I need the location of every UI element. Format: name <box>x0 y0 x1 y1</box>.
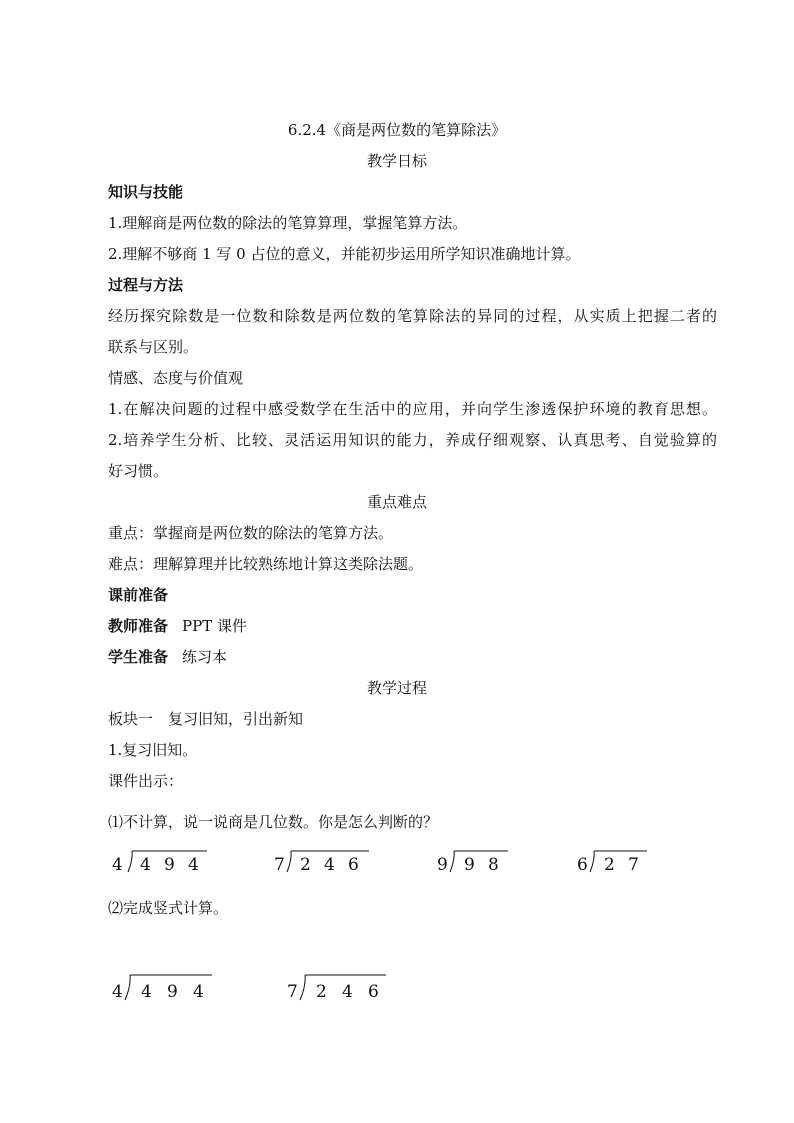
long-division-figure <box>577 846 657 876</box>
key-points-heading: 重点难点 <box>366 493 427 511</box>
dividend-digit: 8 <box>488 855 499 875</box>
emotion-item-2-line2: 好习惯。 <box>108 462 169 480</box>
document-title: 6.2.4《商是两位数的笔算除法》 <box>287 121 507 139</box>
dividend-digit: 4 <box>188 855 199 875</box>
dividend-digit: 6 <box>368 982 379 1002</box>
objectives-heading: 教学日标 <box>366 152 427 170</box>
teacher-preparation-label: 教师准备 <box>108 617 169 635</box>
emotion-heading: 情感、态度与价值观 <box>108 369 244 387</box>
dividend-digit: 6 <box>348 855 359 875</box>
knowledge-item-2: 2.理解不够商 1 写 0 占位的意义，并能初步运用所学知识准确地计算。 <box>108 245 581 263</box>
courseware-label: 课件出示： <box>108 772 184 790</box>
divisor: 4 <box>112 982 123 1002</box>
process-method-text-line1: 经历探究除数是一位数和除数是两位数的笔算除法的异同的过程，从实质上把握二者的 <box>108 307 717 325</box>
dividend-digit: 9 <box>164 855 175 875</box>
emotion-item-2-line1: 2.培养学生分析、比较、灵活运用知识的能力，养成仔细观察、认真思考、自觉验算的 <box>108 431 717 449</box>
division-bracket <box>287 851 291 872</box>
dividend-digit: 4 <box>141 982 152 1002</box>
teacher-preparation <box>108 616 247 636</box>
question-1: ⑴不计算，说一说商是几位数。你是怎么判断的？ <box>108 813 439 831</box>
emotion-item-1: 1.在解决问题的过程中感受数学在生活中的应用，并向学生渗透保护环境的教育思想。 <box>108 400 717 418</box>
division-bracket <box>450 851 454 872</box>
dividend-digit: 9 <box>167 982 178 1002</box>
long-division-figure <box>112 970 222 1002</box>
long-division-figure <box>287 970 397 1002</box>
long-division-9-98 <box>437 846 557 876</box>
knowledge-heading: 知识与技能 <box>108 183 184 201</box>
long-division-4-494-row2 <box>112 970 232 1000</box>
dividend-digit: 4 <box>324 855 335 875</box>
preparation-heading: 课前准备 <box>108 586 169 604</box>
process-method-text-line2: 联系与区别。 <box>108 338 199 356</box>
divisor: 9 <box>437 855 448 875</box>
long-division-figure <box>437 846 517 876</box>
divisor: 6 <box>577 855 588 875</box>
long-division-figure <box>112 846 212 876</box>
student-preparation-value: 练习本 <box>182 648 228 666</box>
divisor: 4 <box>112 855 123 875</box>
block-one-title: 板块一 复习旧知，引出新知 <box>108 710 304 728</box>
review-step: 1.复习旧知。 <box>108 741 198 759</box>
division-bracket <box>128 851 132 872</box>
long-division-7-246-row2 <box>287 970 407 1000</box>
division-bracket <box>590 851 594 872</box>
dividend-digit: 4 <box>342 982 353 1002</box>
dividend-digit: 9 <box>464 855 475 875</box>
key-point: 重点：掌握商是两位数的除法的笔算方法。 <box>108 524 394 542</box>
division-bracket <box>125 975 130 1000</box>
long-division-4-494-row1 <box>112 846 232 876</box>
dividend-digit: 7 <box>628 855 639 875</box>
student-preparation-label: 学生准备 <box>108 648 169 666</box>
difficult-point: 难点：理解算理并比较熟练地计算这类除法题。 <box>108 555 424 573</box>
division-bracket <box>300 975 305 1000</box>
dividend-digit: 2 <box>316 982 327 1002</box>
dividend-digit: 2 <box>604 855 615 875</box>
knowledge-item-1: 1.理解商是两位数的除法的笔算算理，掌握笔算方法。 <box>108 214 468 232</box>
dividend-digit: 2 <box>300 855 311 875</box>
teaching-process-heading: 教学过程 <box>366 679 427 697</box>
long-division-7-246-row1 <box>274 846 394 876</box>
process-method-heading: 过程与方法 <box>108 276 184 294</box>
teacher-preparation-value: PPT 课件 <box>182 617 247 635</box>
divisor: 7 <box>274 855 285 875</box>
student-preparation <box>108 647 227 667</box>
long-division-6-27 <box>577 846 697 876</box>
question-2: ⑵完成竖式计算。 <box>108 899 229 917</box>
divisor: 7 <box>287 982 298 1002</box>
dividend-digit: 4 <box>193 982 204 1002</box>
dividend-digit: 4 <box>140 855 151 875</box>
long-division-figure <box>274 846 374 876</box>
